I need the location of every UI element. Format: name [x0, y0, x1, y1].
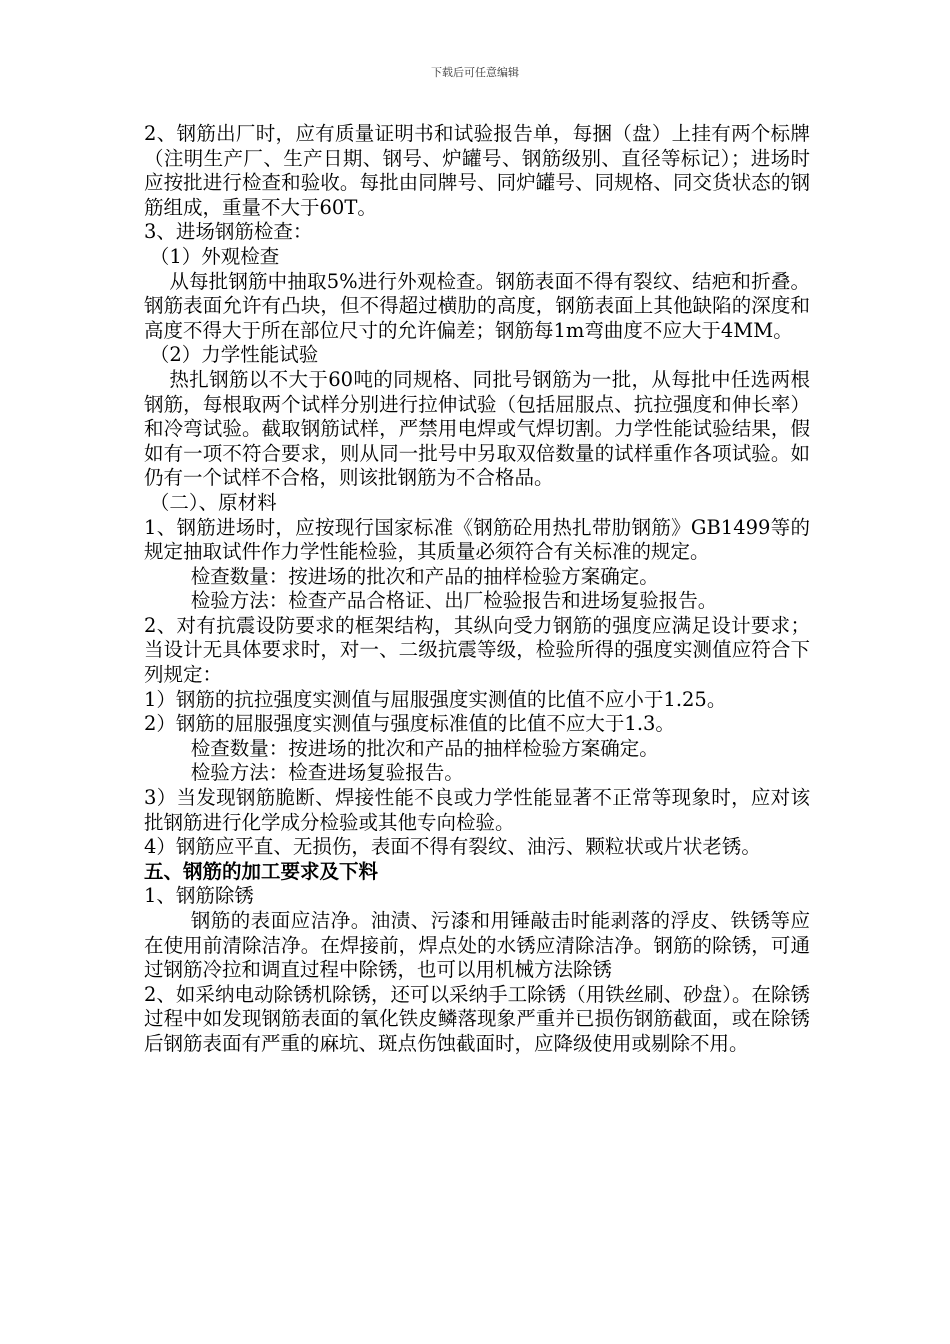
- paragraph-seismic-requirement: 2、对有抗震设防要求的框架结构，其纵向受力钢筋的强度应满足设计要求；当设计无具体要求时，对一、二级抗震等级，检验所得的强度实测值应符合下列规定：: [144, 613, 810, 687]
- paragraph-entry-sampling: 1、钢筋进场时，应按现行国家标准《钢筋砼用热扎带肋钢筋》GB1499等的规定抽取试件作力学性能检验，其质量必须符合有关标准的规定。: [144, 515, 810, 564]
- document-body: [144, 122, 810, 1057]
- paragraph-electric-derusting: 2、如采纳电动除锈机除锈，还可以采纳手工除锈（用铁丝刷、砂盘）。在除锈过程中如发现钢筋表面的氧化铁皮鳞落现象严重并已损伤钢筋截面，或在除锈后钢筋表面有严重的麻坑、斑点伤蚀截面时，应降级使用或剔除不用。: [144, 982, 810, 1055]
- section-heading-processing: 五、钢筋的加工要求及下料: [144, 859, 379, 883]
- heading-mechanical-test: （2）力学性能试验: [149, 343, 319, 367]
- paragraph-mechanical-test: 热扎钢筋以不大于60吨的同规格、同批号钢筋为一批，从每批中任选两根钢筋，每根取两个试样分别进行拉伸试验（包括屈服点、抗拉强度和伸长率）和冷弯试验。截取钢筋试样，严禁用电焊或气焊切割。力学性能试验结果，假如有一项不符合要求，则从同一批号中另取双倍数量的试样重作各项试验。如仍有一个试样不合格，则该批钢筋为不合格品。: [144, 367, 810, 490]
- paragraph-check-quantity-1: 检查数量：按进场的批次和产品的抽样检验方案确定。: [190, 564, 659, 588]
- paragraph-check-quantity-2: 检查数量：按进场的批次和产品的抽样检验方案确定。: [190, 736, 659, 760]
- paragraph-rule-1: 1）钢筋的抗拉强度实测值与屈服强度实测值的比值不应小于1.25。: [144, 687, 727, 711]
- page-header: 下载后可任意编辑: [431, 66, 519, 79]
- heading-raw-materials: （二）、原材料: [149, 490, 277, 514]
- paragraph-visual-inspection: 从每批钢筋中抽取5%进行外观检查。钢筋表面不得有裂纹、结疤和折叠。钢筋表面允许有凸块，但不得超过横肋的高度，钢筋表面上其他缺陷的深度和高度不得大于所在部位尺寸的允许偏差；钢筋每1m弯曲度不应大于4MM。: [144, 269, 810, 342]
- paragraph-rule-4: 4）钢筋应平直、无损伤，表面不得有裂纹、油污、颗粒状或片状老锈。: [144, 835, 761, 859]
- paragraph-rust-removal: 钢筋的表面应洁净。油渍、污漆和用锤敲击时能剥落的浮皮、铁锈等应在使用前清除洁净。在焊接前，焊点处的水锈应清除洁净。钢筋的除锈，可通过钢筋冷拉和调直过程中除锈，也可以用机械方法除锈: [144, 909, 810, 982]
- paragraph-mill-certificate: 2、钢筋出厂时，应有质量证明书和试验报告单，每捆（盘）上挂有两个标牌（注明生产厂、生产日期、钢号、炉罐号、钢筋级别、直径等标记）；进场时应按批进行检查和验收。每批由同牌号、同炉罐号、同规格、同交货状态的钢筋组成，重量不大于60T。: [144, 122, 810, 219]
- paragraph-check-method-2: 检验方法：检查进场复验报告。: [190, 761, 464, 785]
- heading-rust-removal: 1、钢筋除锈: [144, 884, 254, 908]
- heading-incoming-inspection: 3、进场钢筋检查：: [144, 220, 313, 244]
- paragraph-rule-3: 3）当发现钢筋脆断、焊接性能不良或力学性能显著不正常等现象时，应对该批钢筋进行化学成分检验或其他专向检验。: [144, 786, 810, 834]
- paragraph-check-method-1: 检验方法：检查产品合格证、出厂检验报告和进场复验报告。: [190, 589, 718, 613]
- heading-visual-inspection: （1）外观检查: [149, 244, 280, 268]
- paragraph-rule-2: 2）钢筋的屈服强度实测值与强度标准值的比值不应大于1.3。: [144, 712, 675, 736]
